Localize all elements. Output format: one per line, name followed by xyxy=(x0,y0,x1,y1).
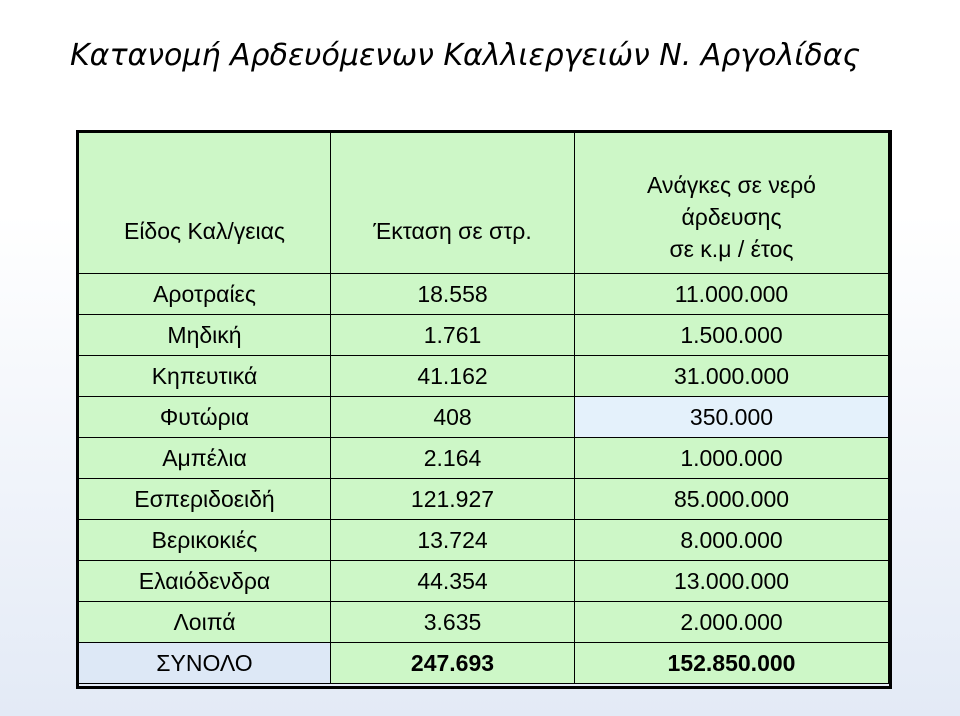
water-cell: 31.000.000 xyxy=(575,356,889,397)
water-cell: 2.000.000 xyxy=(575,602,889,643)
table-header-row xyxy=(79,133,889,274)
header-area: Έκταση σε στρ. xyxy=(331,133,575,274)
water-cell: 1.000.000 xyxy=(575,438,889,479)
area-cell: 44.354 xyxy=(331,561,575,602)
area-cell: 121.927 xyxy=(331,479,575,520)
area-cell: 408 xyxy=(331,397,575,438)
total-label: ΣΥΝΟΛΟ xyxy=(79,643,331,684)
table-row xyxy=(79,397,889,438)
crop-cell: Αροτραίες xyxy=(79,274,331,315)
total-area: 247.693 xyxy=(331,643,575,684)
crop-cell: Κηπευτικά xyxy=(79,356,331,397)
crop-cell: Βερικοκιές xyxy=(79,520,331,561)
crop-cell: Αμπέλια xyxy=(79,438,331,479)
table-row xyxy=(79,438,889,479)
water-cell: 1.500.000 xyxy=(575,315,889,356)
table-row xyxy=(79,356,889,397)
crop-cell: Φυτώρια xyxy=(79,397,331,438)
header-water-line-1: Ανάγκες σε νερό xyxy=(647,172,816,198)
water-cell: 11.000.000 xyxy=(575,274,889,315)
header-water-line-3: σε κ.μ / έτος xyxy=(669,236,794,262)
header-crop-type: Είδος Καλ/γειας xyxy=(79,133,331,274)
crop-cell: Ελαιόδενδρα xyxy=(79,561,331,602)
area-cell: 13.724 xyxy=(331,520,575,561)
water-cell: 13.000.000 xyxy=(575,561,889,602)
area-cell: 2.164 xyxy=(331,438,575,479)
water-cell: 350.000 xyxy=(575,397,889,438)
table-row xyxy=(79,602,889,643)
table-row xyxy=(79,561,889,602)
table-total-row xyxy=(79,643,889,684)
page-title: Κατανομή Αρδευόμενων Καλλιεργειών Ν. Αργολίδας xyxy=(70,38,861,73)
total-water: 152.850.000 xyxy=(575,643,889,684)
header-water-line-2: άρδευσης xyxy=(681,204,782,230)
area-cell: 3.635 xyxy=(331,602,575,643)
crop-cell: Μηδική xyxy=(79,315,331,356)
area-cell: 1.761 xyxy=(331,315,575,356)
table-row xyxy=(79,274,889,315)
crop-cell: Λοιπά xyxy=(79,602,331,643)
water-cell: 8.000.000 xyxy=(575,520,889,561)
crop-water-table xyxy=(78,132,889,684)
header-water-needs xyxy=(575,133,889,274)
water-cell: 85.000.000 xyxy=(575,479,889,520)
area-cell: 41.162 xyxy=(331,356,575,397)
area-cell: 18.558 xyxy=(331,274,575,315)
table-row xyxy=(79,315,889,356)
table-row xyxy=(79,479,889,520)
crop-cell: Εσπεριδοειδή xyxy=(79,479,331,520)
table-row xyxy=(79,520,889,561)
